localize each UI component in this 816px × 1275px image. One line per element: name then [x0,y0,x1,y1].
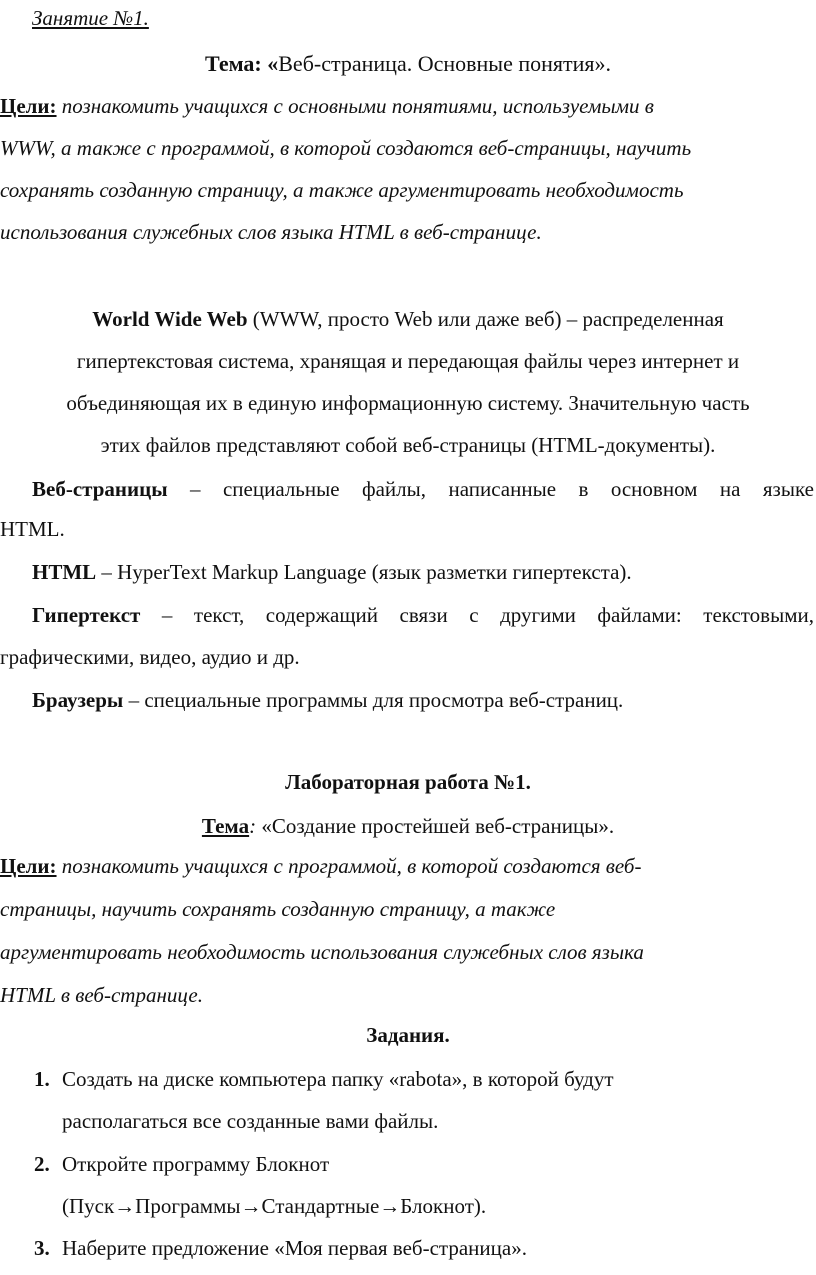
hypertext-word: текст, [193,603,245,627]
webpages-definition-line-1 [32,475,814,503]
html-term: HTML [32,560,97,584]
task-text-line: (Пуск→Программы→Стандартные→Блокнот). [62,1194,487,1218]
task-number: 3. [34,1236,50,1260]
lesson-goals-text-4: использования служебных слов языка HTML в веб-странице. [0,220,542,244]
www-term: World Wide Web [92,307,248,331]
hypertext-word: другими [500,603,576,627]
html-definition-text: – HyperText Markup Language (язык разметки гипертекста). [96,560,632,584]
hypertext-definition-line-1 [32,601,814,629]
lab-goals-text-1: познакомить учащихся с программой, в которой создаются веб- [61,854,642,878]
task-number: 1. [34,1067,50,1091]
hypertext-word: с [469,603,479,627]
browsers-definition-text: – специальные программы для просмотра веб-страниц. [123,688,624,712]
webpages-word: на [719,477,741,501]
webpages-term: Веб-страницы [32,477,168,501]
lab-topic-text: «Создание простейшей веб-страницы». [256,814,615,838]
webpages-word: основном [610,477,698,501]
lab-topic [0,812,816,840]
lab-goals-text-3: аргументировать необходимость использования служебных слов языка [0,940,644,964]
task-text-line: располагаться все созданные вами файлы. [62,1109,439,1133]
hypertext-word: связи [399,603,448,627]
webpages-definition-tail: HTML. [0,517,65,541]
lesson-heading: Занятие №1. [32,6,149,30]
lesson-topic-label: Тема: « [204,51,279,76]
hypertext-term: Гипертекст [32,603,141,627]
html-definition [32,558,632,586]
task-number: 2. [34,1152,50,1176]
webpages-word: написанные [448,477,557,501]
lab-title: Лабораторная работа №1. [285,770,531,794]
webpages-word: – [190,477,201,501]
hypertext-word: – [161,603,173,627]
task-text-line: Откройте программу Блокнот [62,1152,330,1176]
lab-topic-label: Тема [201,814,250,838]
www-line-3: объединяющая их в единую информационную систему. Значительную часть [66,391,750,415]
lab-goals-text-4: HTML в веб-странице. [0,983,203,1007]
webpages-word: файлы, [362,477,427,501]
lesson-goals-text-1: познакомить учащихся с основными понятиями, используемыми в [61,94,654,118]
lesson-goals-label: Цели: [0,94,57,118]
task-text-line: Создать на диске компьютера папку «rabota», в которой будут [62,1067,614,1091]
hypertext-definition-tail: графическими, видео, аудио и др. [0,645,300,669]
www-line-1-rest: (WWW, просто Web или даже веб) – распределенная [247,307,724,331]
hypertext-word: файлами: [597,603,682,627]
hypertext-word: текстовыми, [703,603,814,627]
www-line-2: гипертекстовая система, хранящая и передающая файлы через интернет и [76,349,740,373]
www-line-1 [0,305,816,333]
lesson-goals-line-1 [0,92,816,120]
webpages-word: в [578,477,589,501]
browsers-term: Браузеры [32,688,124,712]
lab-goals-text-2: страницы, научить сохранять созданную страницу, а также [0,897,556,921]
lesson-goals-text-2: WWW, а также с программой, в которой создаются веб-страницы, научить [0,136,692,160]
browsers-definition [32,686,623,714]
webpages-word: языке [762,477,814,501]
task-text-line: Наберите предложение «Моя первая веб-страница». [62,1236,527,1260]
lab-goals-label: Цели: [0,854,57,878]
lesson-goals-text-3: сохранять созданную страницу, а также аргументировать необходимость [0,178,684,202]
www-line-4: этих файлов представляют собой веб-страницы (HTML-документы). [100,433,716,457]
hypertext-word: содержащий [265,603,378,627]
lesson-topic-text: Веб-страница. Основные понятия». [278,51,612,76]
lab-goals-line-1 [0,852,816,880]
lesson-topic [0,50,816,78]
tasks-title: Задания. [366,1023,450,1047]
webpages-word: специальные [222,477,340,501]
lab-topic-colon: : [249,814,257,838]
